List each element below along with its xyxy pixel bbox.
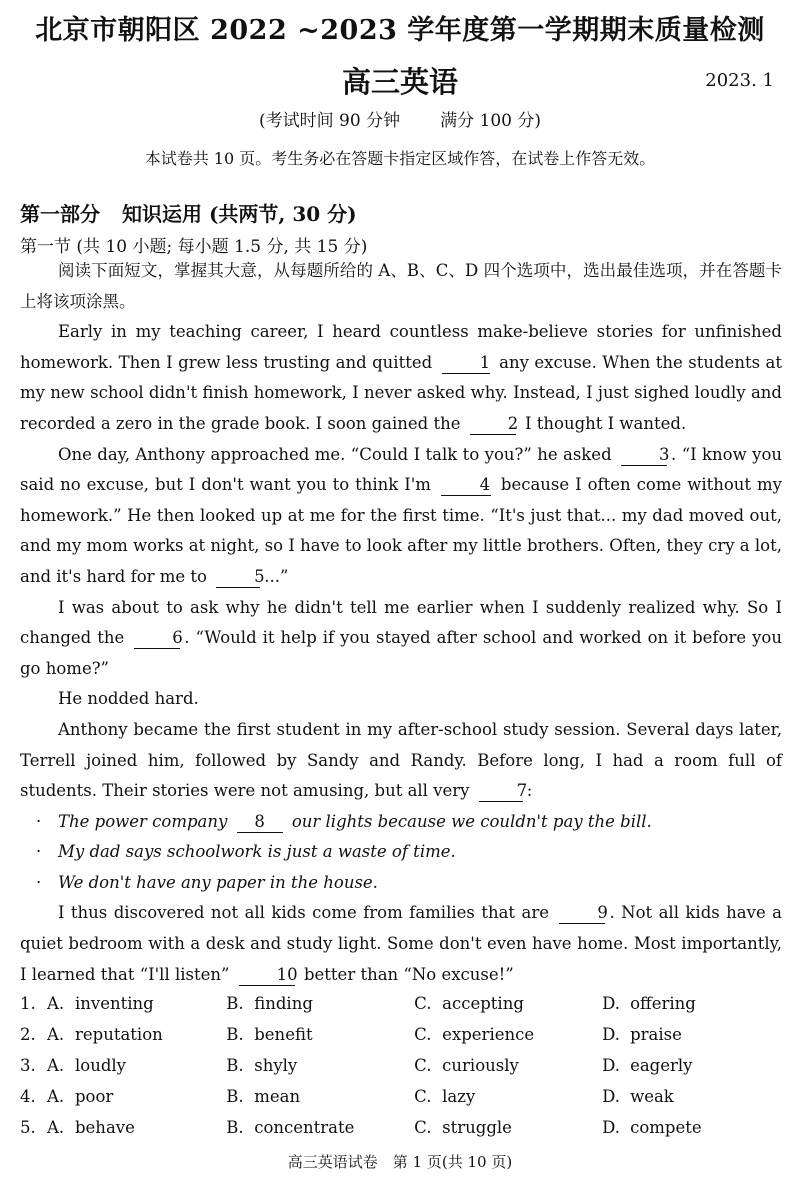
bullet-dot: · xyxy=(36,811,42,831)
bullet-dot: · xyxy=(36,842,42,862)
option-c: lazy xyxy=(442,1087,476,1106)
blank-9: 9 xyxy=(559,903,605,924)
exam-title: 北京市朝阳区 2022 ~2023 学年度第一学期期末质量检测 xyxy=(35,15,765,46)
blank-7: 7 xyxy=(479,781,523,802)
blank-5: 5 xyxy=(216,567,260,588)
blank-8: 8 xyxy=(237,812,283,833)
option-d: compete xyxy=(630,1118,702,1137)
option-a: behave xyxy=(74,1118,135,1137)
bullet-dot: · xyxy=(36,872,42,892)
option-d: praise xyxy=(630,1025,682,1044)
option-b: shyly xyxy=(254,1056,298,1075)
option-a: reputation xyxy=(74,1025,163,1044)
subject-title: 高三英语 xyxy=(341,65,458,99)
option-row: 1. A. inventing B. finding C. accepting D. offering xyxy=(20,994,696,1013)
quote-2: · My dad says schoolwork is just a waste of time. xyxy=(20,837,782,868)
blank-10: 10 xyxy=(239,965,295,986)
blank-3: 3 xyxy=(621,445,667,466)
section-heading: 第一节 (共 10 小题; 每小题 1.5 分, 共 15 分) xyxy=(20,237,368,257)
paragraph-3: I was about to ask why he didn't tell me earlier when I suddenly realized why. So I changed the 6. “Would it help if you stayed after school and worked on it before you go home?” xyxy=(20,597,782,678)
option-a: poor xyxy=(74,1087,114,1106)
option-d: offering xyxy=(630,994,696,1013)
option-b: concentrate xyxy=(254,1118,355,1137)
paragraph-5: Anthony became the first student in my after-school study session. Several days later, Terrell joined him, followed by Sandy and Randy. Before long, I had a room full of students. Their stories were not amusing, but all very 7: xyxy=(20,719,782,801)
option-b: finding xyxy=(254,994,313,1013)
option-d: weak xyxy=(630,1087,674,1106)
option-d: eagerly xyxy=(630,1056,693,1075)
blank-6: 6 xyxy=(134,628,180,649)
option-c: experience xyxy=(442,1025,535,1044)
option-c: curiously xyxy=(442,1056,519,1075)
instruction: 阅读下面短文，掌握其大意，从每题所给的 A、B、C、D 四个选项中，选出最佳选项，并在答题卡上将该项涂黑。 xyxy=(20,261,782,311)
option-b: benefit xyxy=(254,1025,313,1044)
option-a: loudly xyxy=(74,1056,126,1075)
option-row: 3. A. loudly B. shyly C. curiously D. eagerly xyxy=(20,1056,693,1075)
exam-notice: 本试卷共 10 页。考生务必在答题卡指定区域作答，在试卷上作答无效。 xyxy=(144,149,656,168)
paragraph-4: He nodded hard. xyxy=(57,689,199,709)
exam-time: (考试时间 90 分钟 xyxy=(259,111,401,131)
paragraph-6: I thus discovered not all kids come from families that are 9. Not all kids have a quiet bedroom with a desk and study light. Some don't even have home. Most importantly, I learned that “I'll listen” 10 better than “No excuse!” xyxy=(20,903,783,984)
part-title: 知识运用 (共两节, 30 分) xyxy=(122,202,357,226)
option-c: accepting xyxy=(442,994,524,1013)
page-footer: 高三英语试卷 第 1 页(共 10 页) xyxy=(287,1153,513,1171)
option-b: mean xyxy=(254,1087,301,1106)
option-row: 2. A. reputation B. benefit C. experience D. praise xyxy=(20,1025,682,1044)
option-c: struggle xyxy=(442,1118,512,1137)
exam-score: 满分 100 分) xyxy=(440,111,541,131)
option-row: 5. A. behave B. concentrate C. struggle D. compete xyxy=(20,1118,702,1137)
options-table xyxy=(20,988,790,1143)
part-heading xyxy=(20,198,357,227)
exam-date: 2023. 1 xyxy=(705,70,774,91)
blank-1: 1 xyxy=(442,353,490,374)
part-name: 第一部分 xyxy=(20,202,100,226)
paragraph-1: Early in my teaching career, I heard countless make-believe stories for unfinished homework. Then I grew less trusting and quitted 1 any excuse. When the students at my new school didn't finish homework, I never asked why. Instead, I just sighed loudly and recorded a zero in the grade book. I soon gained the 2 I thought I wanted. xyxy=(20,322,782,433)
paragraph-2: One day, Anthony approached me. “Could I talk to you?” he asked 3. “I know you said no excuse, but I don't want you to think I'm 4 because I often come without my homework.” He then looked up at me for the first time. “It's just that... my dad moved out, and my mom works at night, so I have to look after my little brothers. Often, they cry a lot, and it's hard for me to 5...” xyxy=(20,444,783,586)
option-a: inventing xyxy=(74,994,154,1013)
blank-4: 4 xyxy=(441,475,491,496)
option-row: 4. A. poor B. mean C. lazy D. weak xyxy=(20,1087,674,1106)
quote-3: · We don't have any paper in the house. xyxy=(20,868,782,899)
quote-1: · The power company 8 our lights because we couldn't pay the bill. xyxy=(20,807,782,838)
blank-2: 2 xyxy=(470,414,516,435)
exam-info xyxy=(0,106,800,131)
passage xyxy=(20,256,782,990)
